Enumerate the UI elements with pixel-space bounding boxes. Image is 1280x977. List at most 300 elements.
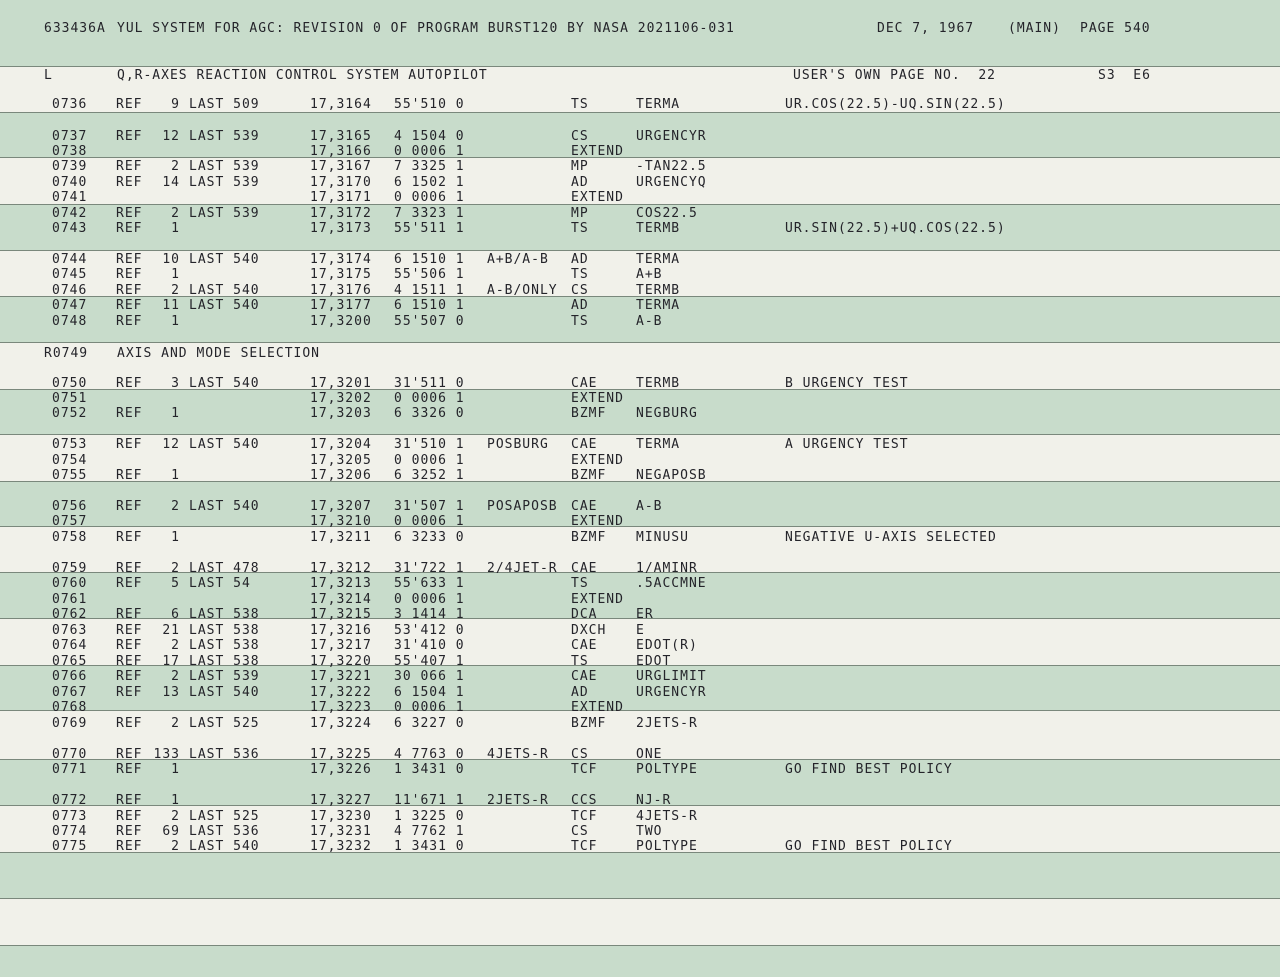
octal-code: 0 0006 1 — [394, 391, 465, 406]
ref-label: REF — [116, 638, 143, 653]
address: 17,3204 — [310, 437, 372, 452]
octal-code: 0 0006 1 — [394, 190, 465, 205]
address: 17,3171 — [310, 190, 372, 205]
address: 17,3166 — [310, 144, 372, 159]
line-number: 0774 — [52, 824, 88, 839]
line-number: 0737 — [52, 129, 88, 144]
operand: TERMA — [636, 97, 681, 112]
opcode: EXTEND — [571, 700, 624, 715]
last-ref: LAST 538 — [189, 607, 260, 622]
opcode: MP — [571, 206, 589, 221]
octal-code: 55'507 0 — [394, 314, 465, 329]
location-label: 4JETS-R — [487, 747, 549, 762]
ref-count: 17 — [162, 654, 180, 669]
ref-label: REF — [116, 252, 143, 267]
octal-code: 55'506 1 — [394, 267, 465, 282]
ref-label: REF — [116, 376, 143, 391]
operand: URGENCYR — [636, 129, 707, 144]
octal-code: 6 1504 1 — [394, 685, 465, 700]
address: 17,3207 — [310, 499, 372, 514]
last-ref: LAST 54 — [189, 576, 251, 591]
line-number: 0738 — [52, 144, 88, 159]
octal-code: 0 0006 1 — [394, 700, 465, 715]
address: 17,3217 — [310, 638, 372, 653]
line-number: 0751 — [52, 391, 88, 406]
last-ref: LAST 538 — [189, 654, 260, 669]
comment: GO FIND BEST POLICY — [785, 839, 953, 854]
opcode: CAE — [571, 669, 598, 684]
operand: 2JETS-R — [636, 716, 698, 731]
last-ref: LAST 540 — [189, 685, 260, 700]
ref-count: 12 — [162, 437, 180, 452]
address: 17,3215 — [310, 607, 372, 622]
operand: ONE — [636, 747, 663, 762]
ref-count: 6 — [171, 607, 180, 622]
rule-line — [0, 710, 1280, 711]
address: 17,3164 — [310, 97, 372, 112]
location-label: POSAPOSB — [487, 499, 558, 514]
address: 17,3176 — [310, 283, 372, 298]
operand: TERMA — [636, 298, 681, 313]
line-number: 0746 — [52, 283, 88, 298]
line-number: 0739 — [52, 159, 88, 174]
opcode: TS — [571, 221, 589, 236]
ref-label: REF — [116, 159, 143, 174]
line-number: 0773 — [52, 809, 88, 824]
rule-line — [0, 434, 1280, 435]
line-number: 0766 — [52, 669, 88, 684]
ref-count: 2 — [171, 716, 180, 731]
ref-count: 10 — [162, 252, 180, 267]
octal-code: 31'410 0 — [394, 638, 465, 653]
last-ref: LAST 538 — [189, 623, 260, 638]
line-number: 0743 — [52, 221, 88, 236]
opcode: BZMF — [571, 716, 607, 731]
subheader-title: Q,R-AXES REACTION CONTROL SYSTEM AUTOPILOT — [117, 68, 488, 83]
last-ref: LAST 540 — [189, 252, 260, 267]
ref-label: REF — [116, 809, 143, 824]
opcode: BZMF — [571, 530, 607, 545]
line-number: 0748 — [52, 314, 88, 329]
last-ref: LAST 539 — [189, 206, 260, 221]
address: 17,3200 — [310, 314, 372, 329]
octal-code: 6 1502 1 — [394, 175, 465, 190]
address: 17,3214 — [310, 592, 372, 607]
ref-label: REF — [116, 283, 143, 298]
user-page-number: USER'S OWN PAGE NO. 22 — [793, 68, 997, 83]
subheader-codes: S3 E6 — [1098, 68, 1151, 83]
listing-date: DEC 7, 1967 — [877, 21, 975, 36]
section-title: AXIS AND MODE SELECTION — [117, 346, 321, 361]
opcode: TS — [571, 97, 589, 112]
address: 17,3202 — [310, 391, 372, 406]
last-ref: LAST 509 — [189, 97, 260, 112]
ref-label: REF — [116, 607, 143, 622]
octal-code: 0 0006 1 — [394, 144, 465, 159]
octal-code: 6 3227 0 — [394, 716, 465, 731]
operand: COS22.5 — [636, 206, 698, 221]
opcode: BZMF — [571, 468, 607, 483]
ref-count: 1 — [171, 267, 180, 282]
location-label: A-B/ONLY — [487, 283, 558, 298]
rule-line — [0, 945, 1280, 946]
line-number: 0771 — [52, 762, 88, 777]
ref-count: 2 — [171, 499, 180, 514]
ref-label: REF — [116, 221, 143, 236]
operand: .5ACCMNE — [636, 576, 707, 591]
rule-line — [0, 898, 1280, 899]
ref-label: REF — [116, 468, 143, 483]
ref-label: REF — [116, 561, 143, 576]
line-number: 0763 — [52, 623, 88, 638]
subheader-flag: L — [44, 68, 53, 83]
rule-line — [0, 157, 1280, 158]
operand: TERMB — [636, 283, 681, 298]
opcode: TCF — [571, 839, 598, 854]
rule-line — [0, 112, 1280, 113]
operand: URGENCYR — [636, 685, 707, 700]
comment: A URGENCY TEST — [785, 437, 909, 452]
octal-code: 0 0006 1 — [394, 514, 465, 529]
address: 17,3177 — [310, 298, 372, 313]
rule-line — [0, 342, 1280, 343]
operand: EDOT(R) — [636, 638, 698, 653]
address: 17,3223 — [310, 700, 372, 715]
ref-label: REF — [116, 129, 143, 144]
ref-count: 11 — [162, 298, 180, 313]
rule-line — [0, 66, 1280, 67]
line-number: 0741 — [52, 190, 88, 205]
opcode: TCF — [571, 809, 598, 824]
ref-label: REF — [116, 685, 143, 700]
last-ref: LAST 540 — [189, 376, 260, 391]
ref-count: 5 — [171, 576, 180, 591]
octal-code: 4 1504 0 — [394, 129, 465, 144]
opcode: EXTEND — [571, 391, 624, 406]
ref-count: 1 — [171, 406, 180, 421]
octal-code: 31'507 1 — [394, 499, 465, 514]
ref-count: 1 — [171, 314, 180, 329]
comment: UR.COS(22.5)-UQ.SIN(22.5) — [785, 97, 1006, 112]
octal-code: 4 7762 1 — [394, 824, 465, 839]
location-label: A+B/A-B — [487, 252, 549, 267]
opcode: AD — [571, 175, 589, 190]
opcode: CAE — [571, 499, 598, 514]
operand: NEGBURG — [636, 406, 698, 421]
operand: TWO — [636, 824, 663, 839]
line-number: 0756 — [52, 499, 88, 514]
page-number: PAGE 540 — [1080, 21, 1151, 36]
operand: TERMB — [636, 221, 681, 236]
octal-code: 31'722 1 — [394, 561, 465, 576]
opcode: TS — [571, 267, 589, 282]
ref-count: 2 — [171, 561, 180, 576]
rule-line — [0, 250, 1280, 251]
address: 17,3172 — [310, 206, 372, 221]
operand: -TAN22.5 — [636, 159, 707, 174]
line-number: 0750 — [52, 376, 88, 391]
address: 17,3216 — [310, 623, 372, 638]
octal-code: 0 0006 1 — [394, 592, 465, 607]
address: 17,3173 — [310, 221, 372, 236]
line-number: 0740 — [52, 175, 88, 190]
octal-code: 11'671 1 — [394, 793, 465, 808]
address: 17,3231 — [310, 824, 372, 839]
octal-code: 4 7763 0 — [394, 747, 465, 762]
operand: TERMA — [636, 437, 681, 452]
octal-code: 3 1414 1 — [394, 607, 465, 622]
octal-code: 55'510 0 — [394, 97, 465, 112]
line-number: 0759 — [52, 561, 88, 576]
last-ref: LAST 538 — [189, 638, 260, 653]
location-label: POSBURG — [487, 437, 549, 452]
ref-label: REF — [116, 267, 143, 282]
operand: URGENCYQ — [636, 175, 707, 190]
opcode: CAE — [571, 561, 598, 576]
last-ref: LAST 540 — [189, 437, 260, 452]
address: 17,3201 — [310, 376, 372, 391]
address: 17,3210 — [310, 514, 372, 529]
ref-label: REF — [116, 793, 143, 808]
opcode: CAE — [571, 437, 598, 452]
operand: MINUSU — [636, 530, 689, 545]
opcode: EXTEND — [571, 190, 624, 205]
operand: 4JETS-R — [636, 809, 698, 824]
paper-band — [0, 945, 1280, 977]
opcode: DCA — [571, 607, 598, 622]
ref-count: 2 — [171, 839, 180, 854]
opcode: EXTEND — [571, 514, 624, 529]
octal-code: 4 1511 1 — [394, 283, 465, 298]
address: 17,3165 — [310, 129, 372, 144]
octal-code: 6 3233 0 — [394, 530, 465, 545]
line-number: 0745 — [52, 267, 88, 282]
octal-code: 6 1510 1 — [394, 252, 465, 267]
last-ref: LAST 540 — [189, 283, 260, 298]
line-number: 0762 — [52, 607, 88, 622]
comment: NEGATIVE U-AXIS SELECTED — [785, 530, 997, 545]
octal-code: 6 3326 0 — [394, 406, 465, 421]
octal-code: 55'407 1 — [394, 654, 465, 669]
last-ref: LAST 540 — [189, 298, 260, 313]
address: 17,3232 — [310, 839, 372, 854]
address: 17,3227 — [310, 793, 372, 808]
opcode: TS — [571, 576, 589, 591]
ref-label: REF — [116, 824, 143, 839]
last-ref: LAST 540 — [189, 499, 260, 514]
operand: E — [636, 623, 645, 638]
octal-code: 1 3225 0 — [394, 809, 465, 824]
address: 17,3222 — [310, 685, 372, 700]
opcode: CAE — [571, 376, 598, 391]
line-number: 0744 — [52, 252, 88, 267]
ref-label: REF — [116, 97, 143, 112]
ref-count: 2 — [171, 669, 180, 684]
comment: B URGENCY TEST — [785, 376, 909, 391]
ref-label: REF — [116, 314, 143, 329]
octal-code: 31'511 0 — [394, 376, 465, 391]
ref-label: REF — [116, 499, 143, 514]
last-ref: LAST 478 — [189, 561, 260, 576]
operand: POLTYPE — [636, 839, 698, 854]
ref-count: 12 — [162, 129, 180, 144]
last-ref: LAST 539 — [189, 159, 260, 174]
line-number: 0767 — [52, 685, 88, 700]
rule-line — [0, 204, 1280, 205]
last-ref: LAST 539 — [189, 129, 260, 144]
address: 17,3226 — [310, 762, 372, 777]
line-number: 0764 — [52, 638, 88, 653]
address: 17,3175 — [310, 267, 372, 282]
line-number: 0747 — [52, 298, 88, 313]
section-line-number: R0749 — [44, 346, 89, 361]
opcode: AD — [571, 252, 589, 267]
address: 17,3230 — [310, 809, 372, 824]
opcode: TS — [571, 654, 589, 669]
ref-count: 9 — [171, 97, 180, 112]
octal-code: 55'633 1 — [394, 576, 465, 591]
ref-label: REF — [116, 839, 143, 854]
octal-code: 53'412 0 — [394, 623, 465, 638]
octal-code: 6 3252 1 — [394, 468, 465, 483]
octal-code: 7 3323 1 — [394, 206, 465, 221]
address: 17,3211 — [310, 530, 372, 545]
opcode: AD — [571, 685, 589, 700]
line-number: 0752 — [52, 406, 88, 421]
opcode: BZMF — [571, 406, 607, 421]
address: 17,3224 — [310, 716, 372, 731]
octal-code: 55'511 1 — [394, 221, 465, 236]
location-label: 2JETS-R — [487, 793, 549, 808]
ref-count: 1 — [171, 221, 180, 236]
opcode: EXTEND — [571, 144, 624, 159]
ref-label: REF — [116, 530, 143, 545]
operand: ER — [636, 607, 654, 622]
line-number: 0736 — [52, 97, 88, 112]
ref-count: 2 — [171, 283, 180, 298]
octal-code: 6 1510 1 — [394, 298, 465, 313]
operand: 1/AMINR — [636, 561, 698, 576]
octal-code: 1 3431 0 — [394, 762, 465, 777]
ref-label: REF — [116, 716, 143, 731]
ref-label: REF — [116, 762, 143, 777]
ref-count: 1 — [171, 762, 180, 777]
last-ref: LAST 539 — [189, 669, 260, 684]
ref-label: REF — [116, 206, 143, 221]
opcode: CAE — [571, 638, 598, 653]
opcode: DXCH — [571, 623, 607, 638]
operand: TERMB — [636, 376, 681, 391]
opcode: TCF — [571, 762, 598, 777]
octal-code: 1 3431 0 — [394, 839, 465, 854]
opcode: CS — [571, 747, 589, 762]
octal-code: 0 0006 1 — [394, 453, 465, 468]
ref-count: 14 — [162, 175, 180, 190]
ref-count: 1 — [171, 468, 180, 483]
last-ref: LAST 536 — [189, 824, 260, 839]
opcode: TS — [571, 314, 589, 329]
ref-label: REF — [116, 623, 143, 638]
paper-band — [0, 852, 1280, 898]
ref-count: 2 — [171, 206, 180, 221]
opcode: CS — [571, 129, 589, 144]
line-number: 0761 — [52, 592, 88, 607]
listing-id: 633436A — [44, 21, 106, 36]
last-ref: LAST 525 — [189, 716, 260, 731]
line-number: 0769 — [52, 716, 88, 731]
listing-main-label: (MAIN) — [1008, 21, 1061, 36]
ref-label: REF — [116, 298, 143, 313]
octal-code: 30 066 1 — [394, 669, 465, 684]
ref-count: 2 — [171, 809, 180, 824]
location-label: 2/4JET-R — [487, 561, 558, 576]
ref-count: 1 — [171, 530, 180, 545]
line-number: 0753 — [52, 437, 88, 452]
ref-label: REF — [116, 406, 143, 421]
line-number: 0765 — [52, 654, 88, 669]
line-number: 0742 — [52, 206, 88, 221]
line-number: 0770 — [52, 747, 88, 762]
address: 17,3167 — [310, 159, 372, 174]
ref-count: 21 — [162, 623, 180, 638]
address: 17,3170 — [310, 175, 372, 190]
last-ref: LAST 540 — [189, 839, 260, 854]
line-number: 0775 — [52, 839, 88, 854]
ref-count: 1 — [171, 793, 180, 808]
operand: POLTYPE — [636, 762, 698, 777]
address: 17,3174 — [310, 252, 372, 267]
operand: EDOT — [636, 654, 672, 669]
opcode: AD — [571, 298, 589, 313]
opcode: CS — [571, 283, 589, 298]
octal-code: 31'510 1 — [394, 437, 465, 452]
last-ref: LAST 525 — [189, 809, 260, 824]
ref-label: REF — [116, 669, 143, 684]
line-number: 0755 — [52, 468, 88, 483]
last-ref: LAST 539 — [189, 175, 260, 190]
line-number: 0772 — [52, 793, 88, 808]
last-ref: LAST 536 — [189, 747, 260, 762]
address: 17,3206 — [310, 468, 372, 483]
ref-label: REF — [116, 576, 143, 591]
ref-label: REF — [116, 175, 143, 190]
operand: A+B — [636, 267, 663, 282]
comment: UR.SIN(22.5)+UQ.COS(22.5) — [785, 221, 1006, 236]
octal-code: 7 3325 1 — [394, 159, 465, 174]
line-number: 0760 — [52, 576, 88, 591]
line-number: 0754 — [52, 453, 88, 468]
address: 17,3221 — [310, 669, 372, 684]
rule-line — [0, 526, 1280, 527]
opcode: EXTEND — [571, 592, 624, 607]
operand: A-B — [636, 499, 663, 514]
address: 17,3213 — [310, 576, 372, 591]
line-number: 0757 — [52, 514, 88, 529]
ref-count: 2 — [171, 159, 180, 174]
ref-label: REF — [116, 437, 143, 452]
operand: A-B — [636, 314, 663, 329]
address: 17,3225 — [310, 747, 372, 762]
address: 17,3220 — [310, 654, 372, 669]
address: 17,3205 — [310, 453, 372, 468]
ref-count: 69 — [162, 824, 180, 839]
ref-label: REF — [116, 654, 143, 669]
address: 17,3212 — [310, 561, 372, 576]
ref-count: 3 — [171, 376, 180, 391]
opcode: EXTEND — [571, 453, 624, 468]
operand: NJ-R — [636, 793, 672, 808]
opcode: CS — [571, 824, 589, 839]
